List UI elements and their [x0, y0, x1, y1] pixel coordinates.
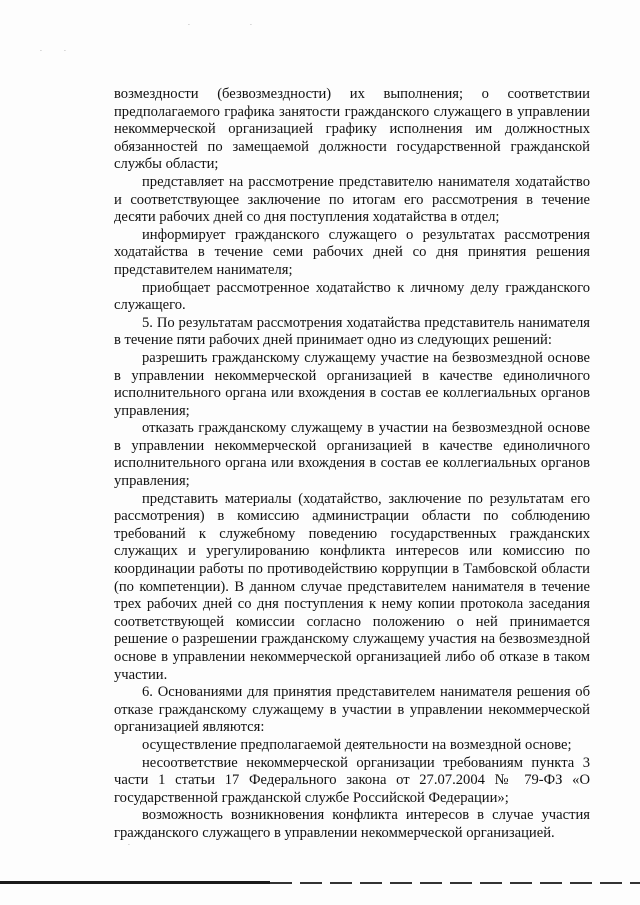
paragraph: 5. По результатам рассмотрения ходатайства представитель нанимателя в течение пяти рабочих дней принимает одно из следующих решений: [114, 314, 590, 349]
scan-speck: · [250, 22, 252, 29]
paragraph: разрешить гражданскому служащему участие на безвозмездной основе в управлении некоммерческой организацией в качестве единоличного исполнительного органа или вхождения в состав ее коллегиальных органов управления; [114, 349, 590, 419]
paragraph: несоответствие некоммерческой организации требованиям пункта 3 части 1 статьи 17 Федерального закона от 27.07.2004 № 79-ФЗ «О государственной гражданской службе Российской Федерации»; [114, 754, 590, 806]
paragraph: представляет на рассмотрение представителю нанимателя ходатайство и соответствующее заключение по итогам его рассмотрения в течение десяти рабочих дней со дня поступления ходатайства в отдел; [114, 173, 590, 226]
scan-speck: · [128, 842, 130, 849]
scan-edge-line-dashed [270, 882, 640, 884]
paragraph: приобщает рассмотренное ходатайство к личному делу гражданского служащего. [114, 279, 590, 314]
paragraph: информирует гражданского служащего о результатах рассмотрения ходатайства в течение семи рабочих дней со дня принятия решения представителем нанимателя; [114, 226, 590, 278]
paragraph: возмездности (безвозмездности) их выполнения; о соответствии предполагаемого графика занятости гражданского служащего в управлении некоммерческой организацией графику исполнения им должностных обязанностей по замещаемой должности государственной гражданской службы области; [114, 86, 590, 173]
paragraph: 6. Основаниями для принятия представителем нанимателя решения об отказе гражданскому служащему в участии в управлении некоммерческой организацией являются: [114, 684, 590, 736]
paragraph: возможность возникновения конфликта интересов в случае участия гражданского служащего в управлении некоммерческой организацией. [114, 807, 590, 841]
scan-speck: · [40, 48, 42, 55]
scan-speck: · [64, 48, 66, 55]
paragraph: представить материалы (ходатайство, заключение по результатам его рассмотрения) в комиссию администрации области по соблюдению требований к служебному поведению государственных гражданских служащих и урегулированию конфликта интересов или комиссию по координации работы по противодействию коррупции в Тамбовской области (по компетенции). В данном случае представителем нанимателя в течение трех рабочих дней со дня поступления к нему копии протокола заседания соответствующей комиссии согласно положению о ней принимается решение о разрешении гражданскому служащему участия на безвозмездной основе в управлении некоммерческой организацией либо об отказе в таком участии. [114, 490, 590, 683]
paragraph: осуществление предполагаемой деятельности на возмездной основе; [142, 736, 572, 753]
scan-edge-line [0, 880, 640, 885]
scan-speck: · [188, 22, 190, 29]
paragraph: отказать гражданскому служащему в участии на безвозмездной основе в управлении некоммерческой организацией в качестве единоличного исполнительного органа или вхождения в состав ее коллегиальных органов управления; [114, 420, 590, 490]
scan-edge-line-solid [0, 881, 270, 884]
document-body [114, 86, 590, 843]
